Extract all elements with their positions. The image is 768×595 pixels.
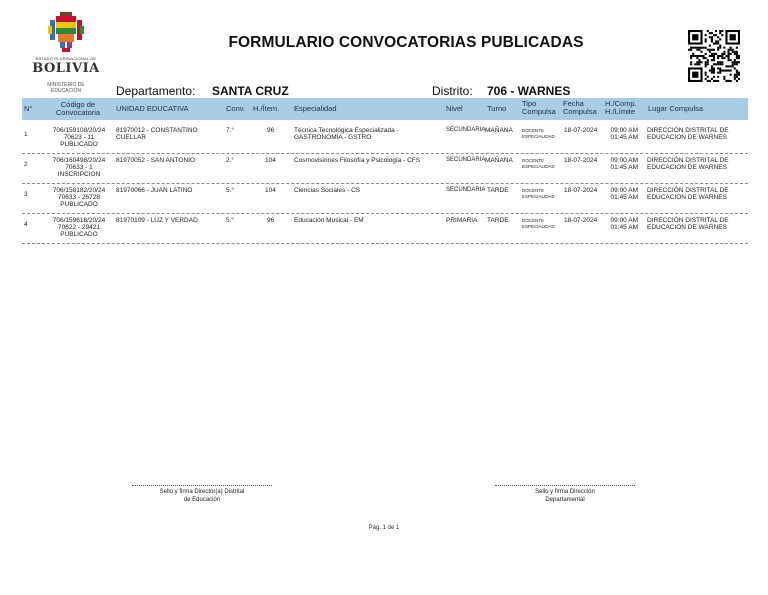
col-especialidad: Especialidad xyxy=(294,104,337,113)
departamento-value: SANTA CRUZ xyxy=(212,84,289,98)
col-tipo: Tipo Compulsa xyxy=(522,99,556,116)
cell-nivel: PRIMARIA xyxy=(446,217,478,224)
col-codigo: Código de Convocatoria xyxy=(55,100,101,117)
cell-conv: 5.° xyxy=(226,217,235,224)
qr-code-icon xyxy=(688,30,740,82)
page-number: Pág. 1 de 1 xyxy=(368,525,400,531)
cell-fecha: 18-07-2024 xyxy=(564,187,598,194)
cell-hitem: 96 xyxy=(267,217,275,224)
cell-lugar: DIRECCIÓN DISTRITAL DE EDUCACION DE WARNES xyxy=(647,157,729,172)
departamento-label: Departamento: xyxy=(116,84,196,98)
cell-hcomp: 09:00 AM 01:45 AM xyxy=(610,187,638,202)
cell-turno: MAÑANA xyxy=(485,157,513,164)
cell-tipo: DOCENTE ESPECIALIDAD xyxy=(522,218,555,229)
col-nivel: Nivel xyxy=(446,104,463,113)
cell-conv: 7.° xyxy=(226,127,235,134)
signature-line xyxy=(495,485,635,486)
cell-turno: MAÑANA xyxy=(485,127,513,134)
cell-lugar: DIRECCIÓN DISTRITAL DE EDUCACION DE WARNES xyxy=(647,127,729,142)
cell-especialidad: Técnica Tecnológica Especializada - GASTRONOMÍA - GSTRO xyxy=(294,127,399,142)
cell-num: 1 xyxy=(24,131,28,138)
col-num: N° xyxy=(24,104,33,113)
cell-codigo: 706/159108/20/24 70623 - 11 PUBLICADO xyxy=(52,127,106,149)
cell-especialidad: Cosmovisiones Filosofía y Psicología - CFS xyxy=(294,157,421,164)
signature-director xyxy=(132,485,272,504)
cell-nivel: SECUNDARIA xyxy=(446,127,486,133)
cell-conv: 5.° xyxy=(226,187,235,194)
cell-fecha: 18-07-2024 xyxy=(564,217,598,224)
cell-especialidad: Ciencias Sociales - CS xyxy=(294,187,361,194)
cell-hcomp: 09:00 AM 01:45 AM xyxy=(610,217,638,232)
cell-especialidad: Educación Musical - EM xyxy=(294,217,364,224)
cell-tipo: DOCENTE ESPECIALIDAD xyxy=(522,188,555,199)
cell-num: 2 xyxy=(24,161,28,168)
cell-hcomp: 09:00 AM 01:45 AM xyxy=(610,157,638,172)
cell-hitem: 96 xyxy=(267,127,275,134)
cell-unidad: 81970066 - JUAN LATINO xyxy=(116,187,193,194)
logo-subtitle: ESTADO PLURINACIONAL DE xyxy=(35,56,97,61)
cell-conv: 2.° xyxy=(226,157,235,164)
cell-codigo: 706/158182/20/24 70633 - 26728 PUBLICADO xyxy=(52,187,106,209)
logo-wordmark: BOLIVIA xyxy=(32,61,100,76)
col-hcomp: H./Comp. H./Límite xyxy=(605,99,637,116)
distrito-label: Distrito: xyxy=(432,84,473,98)
cell-fecha: 18-07-2024 xyxy=(564,127,598,134)
signature-departamental xyxy=(495,485,635,504)
cell-unidad: 81970052 - SAN ANTONIO xyxy=(116,157,196,164)
cell-hitem: 104 xyxy=(265,157,276,164)
ministry-label: MINISTERIO DE EDUCACIÓN xyxy=(47,82,85,94)
table-row xyxy=(22,213,748,244)
signature-departamental-label: Sello y firma Dirección Departamental xyxy=(535,489,595,503)
cell-unidad: 81970109 - LUZ Y VERDAD xyxy=(116,217,198,224)
col-turno: Turno xyxy=(487,104,507,113)
col-unidad: UNIDAD EDUCATIVA xyxy=(116,104,189,113)
cell-num: 4 xyxy=(24,221,28,228)
cell-codigo: 706/159618/20/24 70622 - 29421 PUBLICADO xyxy=(52,217,106,239)
cell-tipo: DOCENTE ESPECIALIDAD xyxy=(522,128,555,139)
cell-tipo: DOCENTE ESPECIALIDAD xyxy=(522,158,555,169)
col-lugar: Lugar Compulsa xyxy=(648,104,704,113)
cell-nivel: SECUNDARIA xyxy=(446,157,486,163)
table-row xyxy=(22,183,748,214)
cell-hitem: 104 xyxy=(265,187,276,194)
table-row xyxy=(22,153,748,184)
cell-nivel: SECUNDARIA xyxy=(446,187,486,193)
distrito-value: 706 - WARNES xyxy=(487,84,571,98)
col-fecha: Fecha Compulsa xyxy=(563,99,597,116)
signature-director-label: Sello y firma Director(a) Distrital de Educación xyxy=(159,489,245,503)
col-hitem: H./Ítem. xyxy=(253,104,280,113)
cell-fecha: 18-07-2024 xyxy=(564,157,598,164)
cell-hcomp: 09:00 AM 01:45 AM xyxy=(610,127,638,142)
cell-lugar: DIRECCIÓN DISTRITAL DE EDUCACION DE WARNES xyxy=(647,217,729,232)
cell-turno: TARDE xyxy=(487,217,509,224)
col-conv: Conv. xyxy=(226,104,246,113)
cell-codigo: 706/160498/20/24 70633 - 1 INSCRIPCION xyxy=(52,157,106,179)
table-header xyxy=(22,98,748,120)
cell-unidad: 81970012 - CONSTANTINO CUELLAR xyxy=(116,127,198,142)
cell-lugar: DIRECCIÓN DISTRITAL DE EDUCACION DE WARNES xyxy=(647,187,729,202)
cell-turno: TARDE xyxy=(487,187,509,194)
page-title: FORMULARIO CONVOCATORIAS PUBLICADAS xyxy=(228,34,584,51)
cell-num: 3 xyxy=(24,191,28,198)
signature-line xyxy=(132,485,272,486)
table-row xyxy=(22,123,748,154)
